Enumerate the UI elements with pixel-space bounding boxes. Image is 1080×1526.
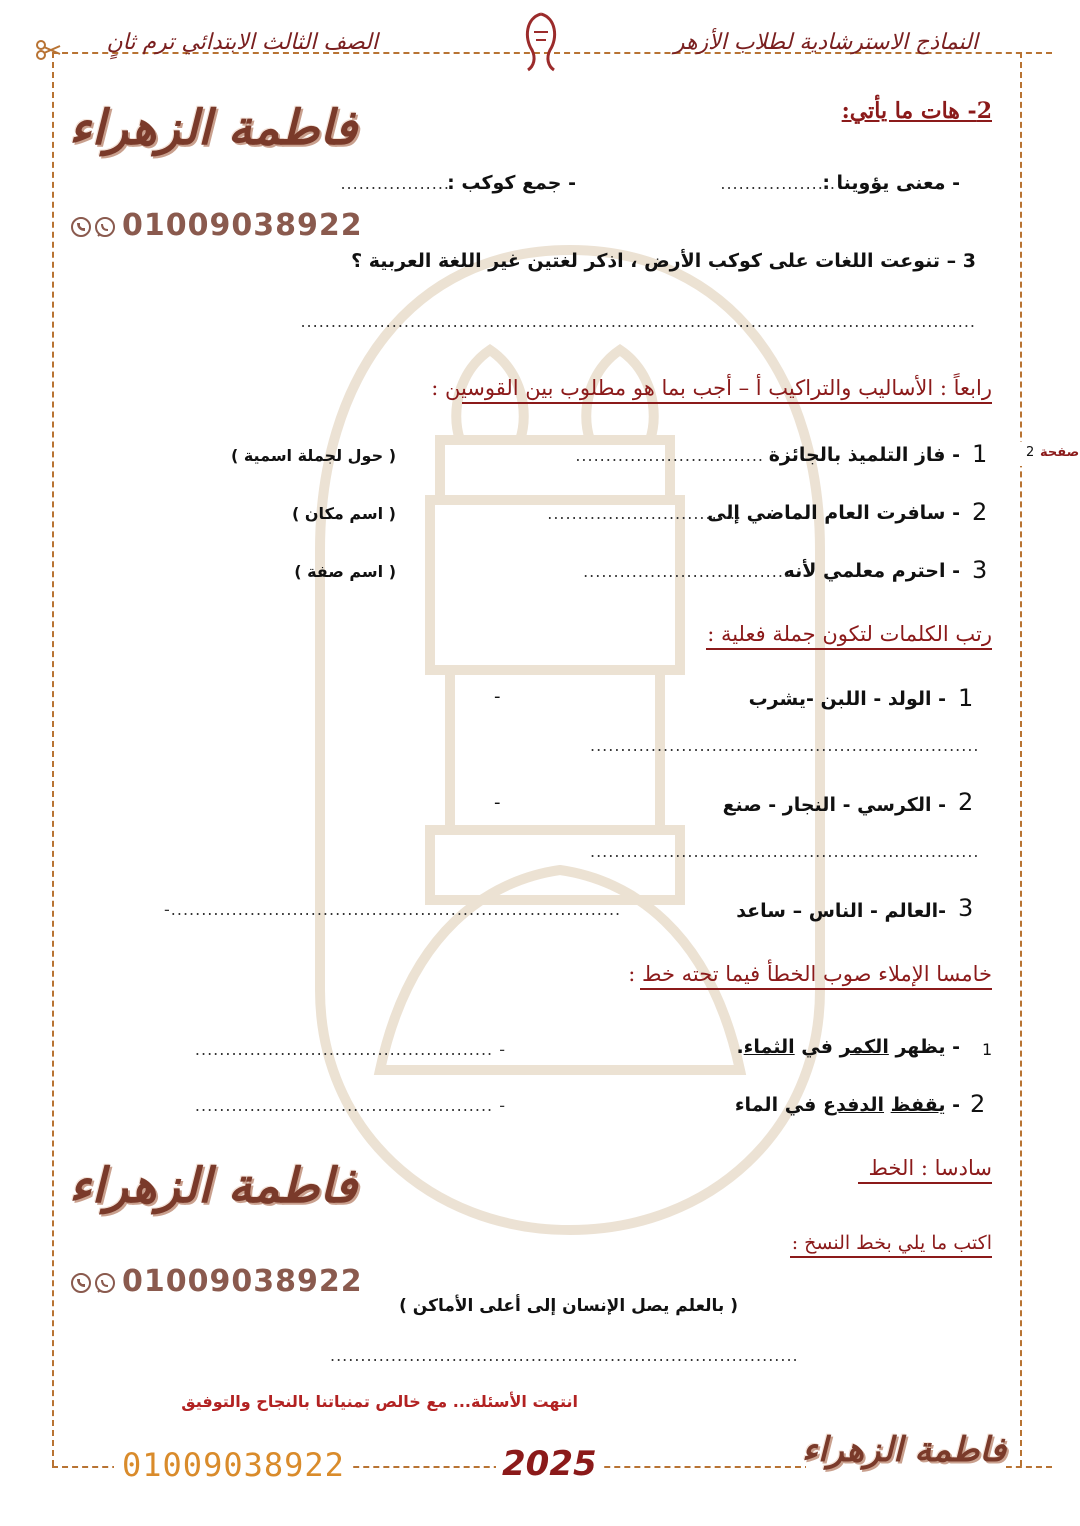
s5-item1-word3: في <box>801 1036 833 1058</box>
section4-title: رابعاً : الأساليب والتراكيب أ – أجب بما هو مطلوب بين القوسين : <box>462 376 992 404</box>
s5-item2-word3: في الماء <box>734 1094 817 1116</box>
s5-item1-word2: الكمر <box>839 1036 889 1058</box>
azhar-logo-icon <box>518 10 564 74</box>
arrange-item2-dots: ................................................................ <box>590 842 980 861</box>
arrange-item2-text: - الكرسي - النجار - صنع <box>722 794 946 816</box>
s5-item1-word1: يظهر <box>895 1036 946 1058</box>
frame-right-border <box>1020 52 1022 1466</box>
footer-phone: 01009038922 <box>114 1446 353 1484</box>
brand-phone-bottom: 01009038922 <box>122 1264 363 1299</box>
q2-plural-dots: .................. <box>340 174 450 193</box>
scissors-icon <box>36 40 62 60</box>
s5-item2-number: 2 <box>970 1090 986 1118</box>
brand-phone: 01009038922 <box>122 208 363 243</box>
section5-title: خامسا الإملاء صوب الخطأ فيما تحته خط : <box>640 962 992 990</box>
s5-item1-dots: ................................................. - <box>194 1040 506 1059</box>
s4-item1-text: - فاز التلميذ بالجائزة <box>768 444 960 466</box>
s5-item2-sentence <box>734 1094 960 1116</box>
s4-item2-number: 2 <box>972 498 988 526</box>
phone-icon <box>70 1272 92 1294</box>
s4-item1-hint: ( حول لجملة اسمية ) <box>230 446 396 465</box>
s5-item1-end: . <box>736 1036 744 1058</box>
s4-item1-dots: ............................... <box>575 446 764 465</box>
page-tab <box>1020 442 1080 466</box>
footer-year: 2025 <box>496 1444 603 1484</box>
whatsapp-icon <box>94 1272 116 1294</box>
s4-item2-text: - سافرت العام الماضي إلى <box>707 502 960 524</box>
s5-item1-number: 1 <box>982 1040 993 1059</box>
s5-item2-dash: - <box>952 1094 960 1116</box>
q3-text: 3 – تنوعت اللغات على كوكب الأرض ، اذكر لغتين غير اللغة العربية ؟ <box>351 250 976 272</box>
q2-title-text: 2- هات ما يأتي: <box>841 98 992 124</box>
arrange-item3-number: 3 <box>958 894 974 922</box>
closing-note: انتهت الأسئلة... مع خالص تمنياتنا بالنجاح والتوفيق <box>181 1392 578 1411</box>
arrange-item1-dash: - <box>494 686 501 707</box>
arrange-item3-dots: -.......................................................................... <box>164 900 622 919</box>
s4-item3-hint: ( اسم صفة ) <box>294 562 396 581</box>
page-number: 2 <box>1026 445 1035 460</box>
grade-label: الصف الثالث الابتدائي ترم ثانٍ <box>106 30 378 55</box>
section6-instruction: اكتب ما يلي بخط النسخ : <box>790 1232 992 1258</box>
frame-left-border <box>52 52 54 1466</box>
brand-logo-bottom <box>68 1148 363 1308</box>
s5-item2-word1: يقفظ <box>890 1094 946 1116</box>
q2-plural-label: - جمع كوكب : <box>447 172 576 194</box>
arrange-item3-text: -العالم - الناس – ساعد <box>736 900 946 922</box>
brand-name-bottom: فاطمة الزهراء <box>68 1158 358 1214</box>
arrange-title: رتب الكلمات لتكون جملة فعلية : <box>706 622 992 650</box>
s4-item1-number: 1 <box>972 440 988 468</box>
q2-meaning-dots: ................... <box>720 174 836 193</box>
arrange-item1-number: 1 <box>958 684 974 712</box>
s4-item2-dots: ................................ <box>547 504 742 523</box>
section6-title: سادسا : الخط <box>858 1156 992 1184</box>
arrange-item2-dash: - <box>494 792 501 813</box>
s5-item1-sentence <box>736 1036 960 1058</box>
phone-icon <box>70 216 92 238</box>
s4-item3-dots: .................................. <box>583 562 790 581</box>
page-label: صفحة <box>1040 445 1080 460</box>
brand-name: فاطمة الزهراء <box>68 100 358 156</box>
s5-item2-word2: الدفدع <box>822 1094 885 1116</box>
s4-item2-hint: ( اسم مكان ) <box>292 504 396 523</box>
section6-sentence: ( بالعلم يصل الإنسان إلى أعلى الأماكن ) <box>399 1296 738 1316</box>
s5-item1-word4: الثماء <box>743 1036 795 1058</box>
q2-title <box>760 98 992 126</box>
s4-item3-number: 3 <box>972 556 988 584</box>
q2-meaning-label: - معنى يؤوينا : <box>822 172 960 194</box>
s4-item3-text: - احترم معلمي لأنه <box>783 560 960 582</box>
footer-brand-logo: فاطمة الزهراء <box>801 1430 1006 1470</box>
s5-item1-dash: - <box>952 1036 960 1058</box>
arrange-item2-number: 2 <box>958 788 974 816</box>
s5-item2-dots: ................................................. - <box>194 1096 506 1115</box>
arrange-item1-text: - الولد - اللبن -يشرب <box>748 688 946 710</box>
section6-dots: ............................................................................. <box>330 1346 799 1365</box>
whatsapp-icon <box>94 216 116 238</box>
q3-answer-dots: ............................................................................................................... <box>300 312 976 331</box>
series-title: النماذج الاسترشادية لطلاب الأزهر <box>673 30 978 55</box>
arrange-item1-dots: ................................................................ <box>590 736 980 755</box>
brand-logo-top <box>68 90 363 250</box>
